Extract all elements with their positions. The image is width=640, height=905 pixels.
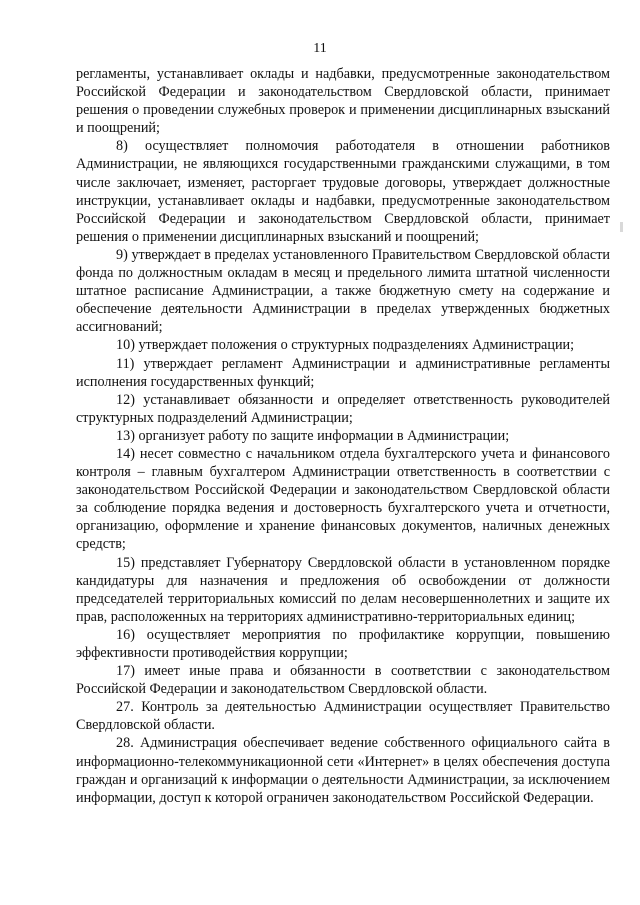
scan-edge-mark [620,222,623,232]
paragraph-item-10: 10) утверждает положения о структурных подразделениях Администрации; [116,337,575,354]
paragraph-clause-28: 28. Администрация обеспечивает ведение собственного официального сайта в информационно-телекоммуникационной сети «Интернет» в целях обеспечения доступа граждан и организаций к информации о деятельности Администрации, за исключением информации, доступ к которой ограничен законодательством Российской Федерации. [76,735,610,806]
paragraph-clause-27: 27. Контроль за деятельностью Администрации осуществляет Правительство Свердловской области. [76,699,610,734]
paragraph-item-14: 14) несет совместно с начальником отдела бухгалтерского учета и финансового контроля – главным бухгалтером Администрации ответственность в соответствии с законодательством Российской Федерации и законодательством Свердловской области за соблюдение порядка ведения и достоверность бухгалтерского учета и отчетности, организацию, оформление и хранение финансовых документов, наличных денежных средств; [76,445,610,553]
paragraph-item-17: 17) имеет иные права и обязанности в соответствии с законодательством Российской Федерации и законодательством Свердловской области. [76,663,610,698]
paragraph-continuation: регламенты, устанавливает оклады и надбавки, предусмотренные законодательством Российской Федерации и законодательством Свердловской области, принимает решения о проведении служебных проверок и применении дисциплинарных взысканий и поощрений; [76,66,610,137]
paragraph-item-12: 12) устанавливает обязанности и определяет ответственность руководителей структурных подразделений Администрации; [76,391,610,426]
paragraph-item-11: 11) утверждает регламент Администрации и административные регламенты исполнения государственных функций; [76,355,610,390]
page-number: 11 [313,41,327,56]
paragraph-item-13: 13) организует работу по защите информации в Администрации; [116,427,510,444]
document-body [76,65,610,807]
paragraph-item-16: 16) осуществляет мероприятия по профилактике коррупции, повышению эффективности противодействия коррупции; [76,626,610,661]
paragraph-item-8: 8) осуществляет полномочия работодателя в отношении работников Администрации, не являющихся государственными гражданскими служащими, в том числе заключает, изменяет, расторгает трудовые договоры, утверждает должностные инструкции, устанавливает оклады и надбавки, предусмотренные законодательством Российской Федерации и законодательством Свердловской области, принимает решения о применении дисциплинарных взысканий и поощрений; [76,138,610,245]
paragraph-item-15: 15) представляет Губернатору Свердловской области в установленном порядке кандидатуры для назначения и предложения об освобождении от должности председателей территориальных комиссий по делам несовершеннолетних и защите их прав, расположенных на территориях административно-территориальных единиц; [76,554,610,625]
paragraph-item-9: 9) утверждает в пределах установленного Правительством Свердловской области фонда по должностным окладам в месяц и предельного лимита штатной численности штатное расписание Администрации, а также бюджетную смету на содержание и обеспечение деятельности Администрации в пределах утвержденных бюджетных ассигнований; [76,246,610,336]
